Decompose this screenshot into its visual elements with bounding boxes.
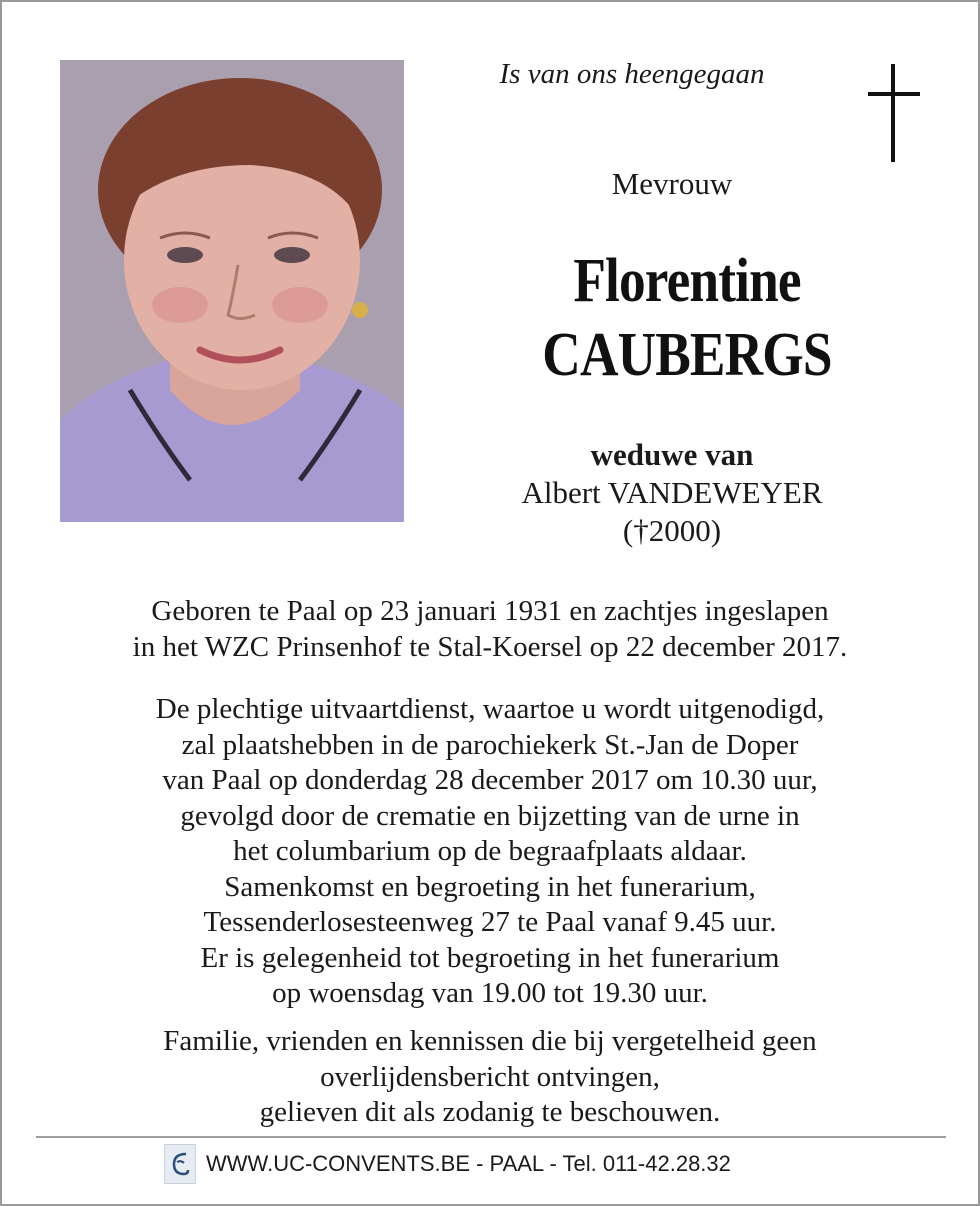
widow-of-label: weduwe van	[590, 437, 754, 472]
service-line: gevolgd door de crematie en bijzetting van de urne in	[180, 799, 800, 832]
last-name: CAUBERGS	[542, 321, 832, 389]
spouse-name: Albert VANDEWEYER	[521, 475, 823, 510]
service-line: De plechtige uitvaartdienst, waartoe u wordt uitgenodigd,	[155, 693, 825, 725]
service-line: Samenkomst en begroeting in het funerarium,	[224, 870, 756, 903]
funeral-home-logo-icon	[164, 1144, 196, 1184]
service-line: Er is gelegenheid tot begroeting in het funerarium	[200, 941, 780, 974]
widow-section	[442, 436, 902, 550]
birth-line: Geboren te Paal op 23 januari 1931 en zachtjes ingeslapen	[151, 595, 829, 627]
closing-paragraph	[32, 1024, 948, 1131]
portrait-photo	[60, 60, 404, 522]
birth-paragraph	[32, 594, 948, 665]
service-line: van Paal op donderdag 28 december 2017 om 10.30 uur,	[162, 764, 818, 796]
honorific: Mevrouw	[611, 166, 733, 201]
closing-line: Familie, vrienden en kennissen die bij vergetelheid geen	[163, 1025, 817, 1057]
service-line: op woensdag van 19.00 tot 19.30 uur.	[272, 977, 708, 1009]
service-paragraph	[32, 692, 948, 1012]
spouse-death: (†2000)	[622, 513, 722, 548]
closing-line: overlijdensbericht ontvingen,	[320, 1060, 660, 1093]
intro-text: Is van ons heengegaan	[499, 58, 765, 90]
service-line: zal plaatshebben in de parochiekerk St.-Jan de Doper	[181, 728, 799, 761]
service-line: Tessenderlosesteenweg 27 te Paal vanaf 9.45 uur.	[203, 906, 777, 938]
footer-contact-text: WWW.UC-CONVENTS.BE - PAAL - Tel. 011-42.28.32	[206, 1151, 731, 1176]
footer-divider	[36, 1136, 946, 1138]
cross-icon	[864, 64, 924, 162]
closing-line: gelieven dit als zodanig te beschouwen.	[259, 1096, 721, 1128]
portrait-illustration	[60, 60, 404, 522]
first-name: Florentine	[573, 247, 801, 315]
service-line: het columbarium op de begraafplaats aldaar.	[233, 835, 747, 867]
birth-line: in het WZC Prinsenhof te Stal-Koersel op 22 december 2017.	[132, 630, 848, 663]
footer	[164, 1144, 731, 1184]
